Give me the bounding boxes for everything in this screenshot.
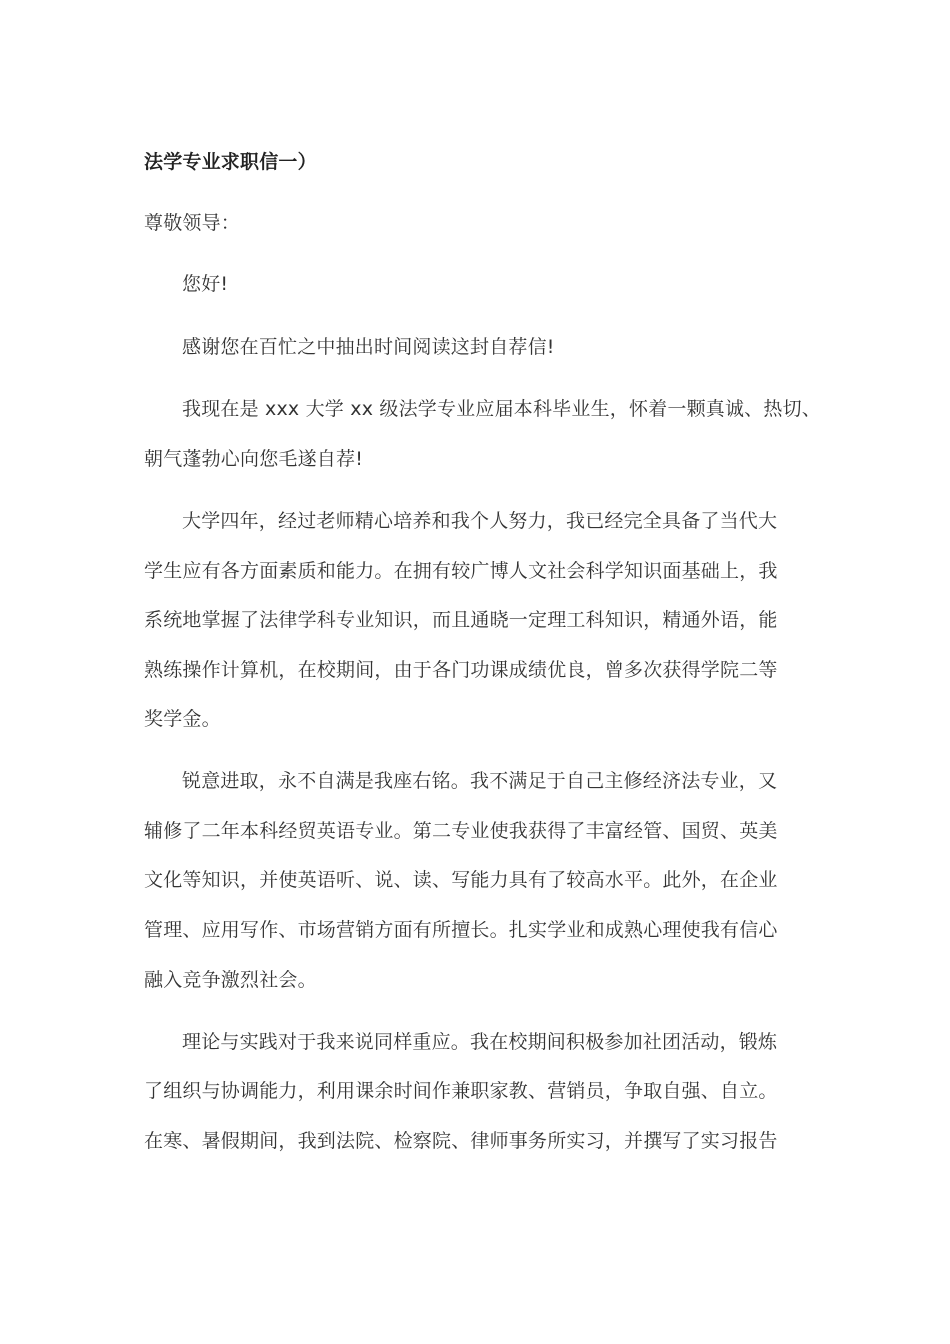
paragraph-line: 锐意进取，永不自满是我座右铭。我不满足于自己主修经济法专业，又 <box>182 770 778 792</box>
paragraph-line: 奖学金。 <box>144 708 221 730</box>
greeting: 您好! <box>182 273 229 295</box>
salutation: 尊敬领导： <box>144 212 241 234</box>
paragraph-line: 文化等知识，并使英语听、说、读、写能力具有了较高水平。此外，在企业 <box>144 869 778 891</box>
paragraph-line: 大学四年，经过老师精心培养和我个人努力，我已经完全具备了当代大 <box>182 510 778 532</box>
paragraph-line: 感谢您在百忙之中抽出时间阅读这封自荐信! <box>182 336 555 358</box>
paragraph-line: 学生应有各方面素质和能力。在拥有较广博人文社会科学知识面基础上，我 <box>144 560 778 582</box>
paragraph-line: 了组织与协调能力，利用课余时间作兼职家教、营销员，争取自强、自立。 <box>144 1080 778 1102</box>
paragraph-line: 系统地掌握了法律学科专业知识，而且通晓一定理工科知识，精通外语，能 <box>144 609 778 631</box>
paragraph-line: 管理、应用写作、市场营销方面有所擅长。扎实学业和成熟心理使我有信心 <box>144 919 778 941</box>
paragraph-line: 朝气蓬勃心向您毛遂自荐! <box>144 448 364 470</box>
paragraph-line: 在寒、暑假期间，我到法院、检察院、律师事务所实习，并撰写了实习报告 <box>144 1130 778 1152</box>
paragraph-line: 熟练操作计算机，在校期间，由于各门功课成绩优良，曾多次获得学院二等 <box>144 659 778 681</box>
document-title: 法学专业求职信一） <box>144 151 317 173</box>
paragraph-line: 我现在是 xxx 大学 xx 级法学专业应届本科毕业生，怀着一颗真诚、热切、 <box>182 398 821 420</box>
paragraph-line: 辅修了二年本科经贸英语专业。第二专业使我获得了丰富经管、国贸、英美 <box>144 820 778 842</box>
paragraph-line: 理论与实践对于我来说同样重应。我在校期间积极参加社团活动，锻炼 <box>182 1031 778 1053</box>
paragraph-line: 融入竞争激烈社会。 <box>144 969 317 991</box>
